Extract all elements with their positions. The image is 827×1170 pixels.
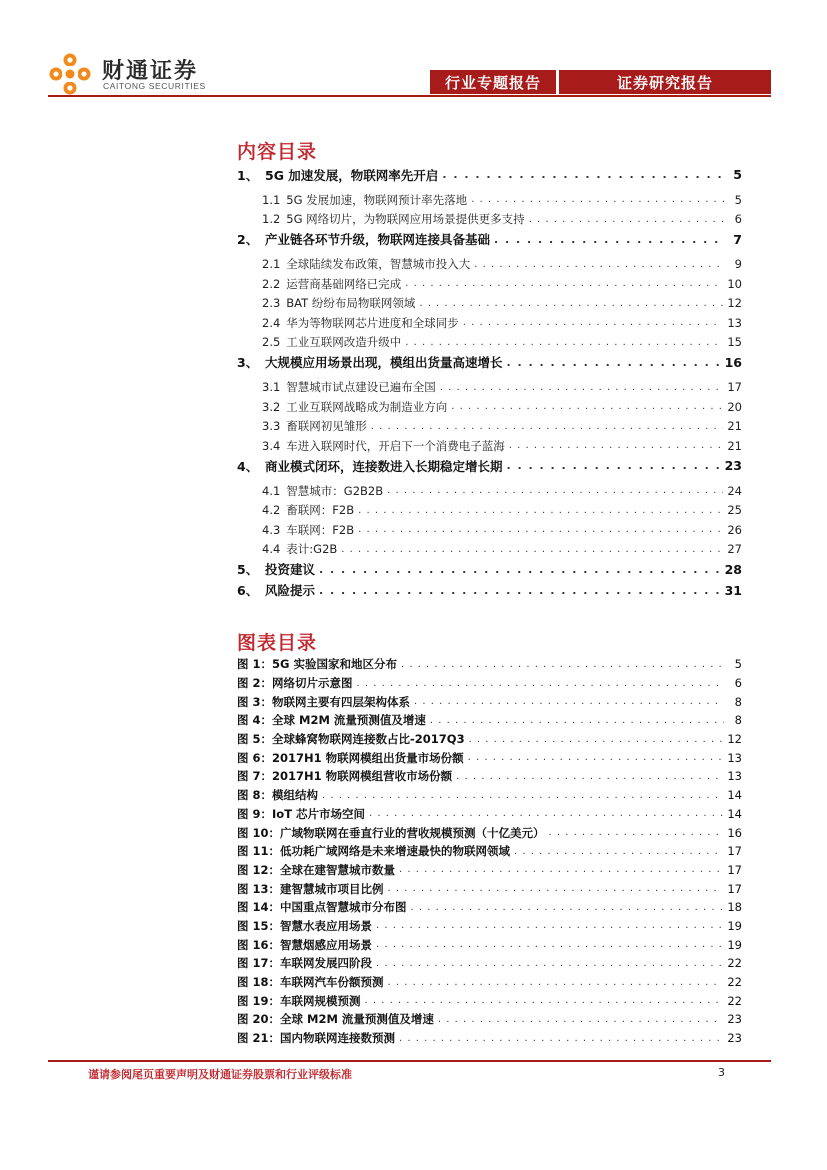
toc-entry-number: 3、 [237,355,259,371]
figure-entry-page: 5 [734,657,742,672]
figure-entry[interactable] [237,655,742,674]
figure-entry-title: IoT 芯片市场空间 [272,806,366,821]
figure-entry[interactable] [237,861,742,880]
toc-entry-title: 华为等物联网芯片进度和全球同步 [286,315,459,330]
toc-entry-number: 3.3 [262,419,281,434]
toc-entry[interactable] [237,255,742,274]
figure-entry-title: 国内物联网连接数预测 [280,1031,396,1046]
toc-entry-title: 智慧城市试点建设已遍布全国 [286,380,436,395]
figure-entry-label: 图 4： [237,713,273,728]
toc-entry-title: 工业互联网战略成为制造业方向 [286,399,448,414]
figure-entry-page: 6 [734,676,742,691]
toc-entry-page: 12 [727,296,742,311]
figure-entry-title: 车联网规模预测 [280,993,361,1008]
toc-entry-number: 1.2 [262,212,281,227]
list-of-figures [237,655,742,1047]
figure-leader-dots [376,920,723,931]
figure-entry-label: 图 10： [237,825,281,840]
toc-leader-dots [419,298,723,309]
toc-entry-number: 1、 [237,167,259,183]
figure-entry-title: 网络切片示意图 [272,676,353,691]
toc-entry-page: 21 [727,438,742,453]
figure-entry-title: 全球 M2M 流量预测值及增速 [280,1012,434,1027]
toc-leader-dots [509,440,724,451]
figure-entry-title: 5G 实验国家和地区分布 [272,657,397,672]
toc-entry-number: 6、 [237,583,259,599]
toc-leader-dots [405,337,723,348]
toc-entry[interactable] [237,294,742,313]
toc-entry-number: 2.2 [262,276,281,291]
toc-title: 内容目录 [237,141,318,163]
toc-entry-number: 2.5 [262,335,281,350]
figure-leader-dots [399,1033,723,1044]
toc-leader-dots [494,233,724,246]
toc-entry-title: 畜联网：F2B [286,503,355,518]
figure-entry-label: 图 6： [237,750,273,765]
toc-entry-page: 15 [727,335,742,350]
figure-entry-label: 图 5： [237,732,273,747]
figure-entry-label: 图 19： [237,993,281,1008]
figure-leader-dots [549,827,724,838]
toc-entry-title: 投资建议 [265,562,316,578]
toc-entry-title: 表计:G2B [286,542,338,557]
toc-entry-page: 26 [727,522,742,537]
figure-entry-page: 22 [727,993,742,1008]
toc-leader-dots [442,168,724,181]
toc-entry-page: 5 [733,167,742,182]
figure-entry-page: 8 [734,713,742,728]
toc-entry[interactable] [237,313,742,332]
toc-leader-dots [387,485,723,496]
toc-entry-number: 1.1 [262,192,281,207]
figure-entry-title: 车联网汽车份额预测 [280,975,384,990]
figure-leader-dots [414,696,724,707]
toc-entry-number: 3.2 [262,399,281,414]
figure-entry-title: 智慧烟感应用场景 [280,937,373,952]
toc-entry[interactable] [237,417,742,436]
figure-leader-dots [388,883,724,894]
figure-entry-title: 建智慧城市项目比例 [280,881,384,896]
toc-entry-page: 13 [727,315,742,330]
toc-entry-title: 畜联网初见雏形 [286,419,367,434]
toc-entry[interactable] [237,559,742,580]
figure-entry-label: 图 3： [237,694,273,709]
figure-entry-page: 17 [727,844,742,859]
figure-leader-dots [468,752,724,763]
figure-entry[interactable] [237,748,742,767]
figure-entry-title: 全球蜂窝物联网连接数占比-2017Q3 [272,732,465,747]
figure-leader-dots [399,864,723,875]
figure-entry-page: 14 [727,806,742,821]
figure-entry-page: 12 [727,732,742,747]
toc-leader-dots [341,544,723,555]
figure-entry-title: 2017H1 物联网模组营收市场份额 [272,769,453,784]
figure-leader-dots [322,790,723,801]
toc-entry-title: 产业链各环节升级，物联网连接具备基础 [265,232,491,248]
figure-entry-page: 23 [727,1031,742,1046]
figure-entry-page: 17 [727,881,742,896]
toc-entry-page: 23 [724,458,742,474]
toc-entry-page: 31 [724,582,742,598]
toc-entry-title: 风险提示 [265,583,316,599]
figure-entry-page: 19 [727,918,742,933]
toc-entry[interactable] [237,397,742,416]
toc-entry-title: 大规模应用场景出现，模组出货量高速增长 [265,355,503,371]
toc-entry-page: 20 [727,399,742,414]
toc-entry-number: 2、 [237,232,259,248]
figure-entry-label: 图 7： [237,769,273,784]
figure-entry-page: 22 [727,975,742,990]
figure-entry[interactable] [237,1010,742,1029]
figure-leader-dots [456,771,723,782]
figure-leader-dots [376,958,723,969]
figures-title: 图表目录 [237,632,318,654]
toc-leader-dots [451,401,723,412]
figure-entry-page: 16 [727,825,742,840]
figure-entry[interactable] [237,767,742,786]
toc-entry-number: 4.3 [262,522,281,537]
page-number: 3 [718,1066,725,1079]
figure-entry-label: 图 11： [237,844,281,859]
logo-emblem-icon [48,52,92,96]
logo-english-name: CAITONG SECURITIES [103,81,206,91]
figure-entry[interactable] [237,973,742,992]
table-of-contents [237,164,742,601]
toc-entry-title: 全球陆续发布政策，智慧城市投入大 [286,257,471,272]
header-divider [48,95,771,97]
toc-entry-number: 2.4 [262,315,281,330]
toc-entry-title: 车联网：F2B [286,522,355,537]
figure-entry-title: 2017H1 物联网模组出货量市场份额 [272,750,464,765]
figure-entry-page: 13 [727,769,742,784]
toc-entry-page: 27 [727,542,742,557]
toc-entry[interactable] [237,190,742,209]
figure-entry-title: 广域物联网在垂直行业的营收规模预测（十亿美元） [280,825,545,840]
figure-entry-page: 23 [727,1012,742,1027]
figure-entry[interactable] [237,898,742,917]
toc-entry-number: 3.4 [262,438,281,453]
tab-securities-research: 证券研究报告 [559,70,771,94]
toc-entry-page: 16 [724,354,742,370]
figure-entry-title: 智慧水表应用场景 [280,918,373,933]
toc-entry[interactable] [237,481,742,500]
toc-entry-page: 24 [727,483,742,498]
toc-entry-number: 2.3 [262,296,281,311]
figure-leader-dots [365,995,724,1006]
figure-entry[interactable] [237,786,742,805]
footer-disclaimer: 谨请参阅尾页重要声明及财通证券股票和行业评级标准 [88,1068,352,1081]
figure-leader-dots [411,902,724,913]
toc-entry-number: 4.1 [262,483,281,498]
figure-entry-label: 图 20： [237,1012,281,1027]
toc-entry[interactable] [237,436,742,455]
figure-entry-page: 13 [727,750,742,765]
figure-entry[interactable] [237,823,742,842]
toc-leader-dots [471,194,724,205]
toc-entry[interactable] [237,209,742,228]
toc-leader-dots [371,421,724,432]
toc-entry-page: 25 [727,503,742,518]
report-type-tabs [430,70,771,94]
toc-entry-number: 4.4 [262,542,281,557]
toc-entry[interactable] [237,332,742,351]
figure-entry-label: 图 13： [237,881,281,896]
figure-entry[interactable] [237,879,742,898]
toc-leader-dots [319,584,721,597]
figure-entry[interactable] [237,711,742,730]
company-logo [48,52,218,98]
toc-leader-dots [358,505,723,516]
figure-leader-dots [514,846,723,857]
toc-entry-title: 车进入联网时代，开启下一个消费电子蓝海 [286,438,505,453]
figure-entry[interactable] [237,692,742,711]
figure-entry-page: 17 [727,862,742,877]
page-header [0,0,827,100]
toc-entry-page: 17 [727,380,742,395]
figure-entry-title: 物联网主要有四层架构体系 [272,694,411,709]
toc-entry-page: 9 [734,257,742,272]
figure-entry-title: 全球在建智慧城市数量 [280,862,396,877]
figure-entry-title: 中国重点智慧城市分布图 [280,900,407,915]
toc-entry[interactable] [237,580,742,601]
figure-entry-title: 模组结构 [272,788,319,803]
toc-entry-page: 6 [734,212,742,227]
figure-entry-page: 19 [727,937,742,952]
toc-entry-title: 智慧城市：G2B2B [286,483,384,498]
figure-leader-dots [388,977,724,988]
figure-leader-dots [357,678,724,689]
toc-leader-dots [358,524,723,535]
figure-entry-title: 全球 M2M 流量预测值及增速 [272,713,426,728]
toc-entry-title: 5G 网络切片，为物联网应用场景提供更多支持 [286,212,525,227]
toc-leader-dots [463,317,724,328]
figure-entry-page: 22 [727,956,742,971]
toc-entry-page: 28 [724,561,742,577]
figure-entry-label: 图 18： [237,975,281,990]
toc-entry-page: 5 [734,192,742,207]
toc-leader-dots [529,214,724,225]
toc-entry-title: BAT 纷纷布局物联网领域 [286,296,416,311]
toc-entry[interactable] [237,455,742,476]
figure-leader-dots [369,808,723,819]
toc-entry-page: 7 [733,231,742,247]
toc-entry[interactable] [237,352,742,373]
figure-entry-label: 图 15： [237,918,281,933]
toc-entry-title: 工业互联网改造升级中 [286,335,402,350]
toc-entry-page: 21 [727,419,742,434]
toc-entry[interactable] [237,539,742,558]
toc-entry[interactable] [237,229,742,250]
figure-leader-dots [438,1014,723,1025]
toc-entry-title: 商业模式闭环，连接数进入长期稳定增长期 [265,458,503,474]
tab-industry-report: 行业专题报告 [430,70,556,94]
figure-entry[interactable] [237,805,742,824]
figure-entry[interactable] [237,730,742,749]
figure-entry[interactable] [237,991,742,1010]
toc-entry-number: 2.1 [262,257,281,272]
toc-entry-number: 3.1 [262,380,281,395]
figure-entry-page: 8 [734,694,742,709]
figure-entry-page: 18 [727,900,742,915]
figure-entry-label: 图 9： [237,806,273,821]
footer-divider [48,1060,771,1062]
toc-entry-title: 5G 发展加速，物联网预计率先落地 [286,192,468,207]
toc-entry[interactable] [237,378,742,397]
toc-entry[interactable] [237,520,742,539]
logo-chinese-name: 财通证券 [102,59,199,84]
figure-leader-dots [469,734,724,745]
toc-entry-page: 10 [727,276,742,291]
figure-entry-label: 图 1： [237,657,273,672]
figure-entry-label: 图 21： [237,1031,281,1046]
figure-entry[interactable] [237,674,742,693]
figure-entry[interactable] [237,917,742,936]
toc-leader-dots [474,259,724,270]
toc-leader-dots [319,563,721,576]
toc-leader-dots [440,382,724,393]
figure-entry[interactable] [237,954,742,973]
figure-entry-label: 图 8： [237,788,273,803]
figure-entry-page: 14 [727,788,742,803]
figure-entry[interactable] [237,842,742,861]
toc-entry[interactable] [237,164,742,185]
toc-entry-number: 4.2 [262,503,281,518]
figure-entry[interactable] [237,1029,742,1048]
toc-entry-number: 4、 [237,458,259,474]
toc-entry-title: 5G 加速发展，物联网率先开启 [265,167,439,183]
toc-entry[interactable] [237,274,742,293]
figure-entry-label: 图 12： [237,862,281,877]
toc-leader-dots [405,278,723,289]
figure-entry-label: 图 16： [237,937,281,952]
toc-leader-dots [507,459,721,472]
figure-entry-title: 车联网发展四阶段 [280,956,373,971]
toc-entry[interactable] [237,501,742,520]
toc-leader-dots [507,356,721,369]
figure-entry-title: 低功耗广域网络是未来增速最快的物联网领域 [280,844,511,859]
figure-entry-label: 图 17： [237,956,281,971]
figure-entry-label: 图 2： [237,676,273,691]
figure-entry-label: 图 14： [237,900,281,915]
figure-leader-dots [376,939,723,950]
figure-leader-dots [401,659,724,670]
figure-leader-dots [430,715,724,726]
toc-entry-title: 运营商基础网络已完成 [286,276,402,291]
toc-entry-number: 5、 [237,562,259,578]
figure-entry[interactable] [237,935,742,954]
